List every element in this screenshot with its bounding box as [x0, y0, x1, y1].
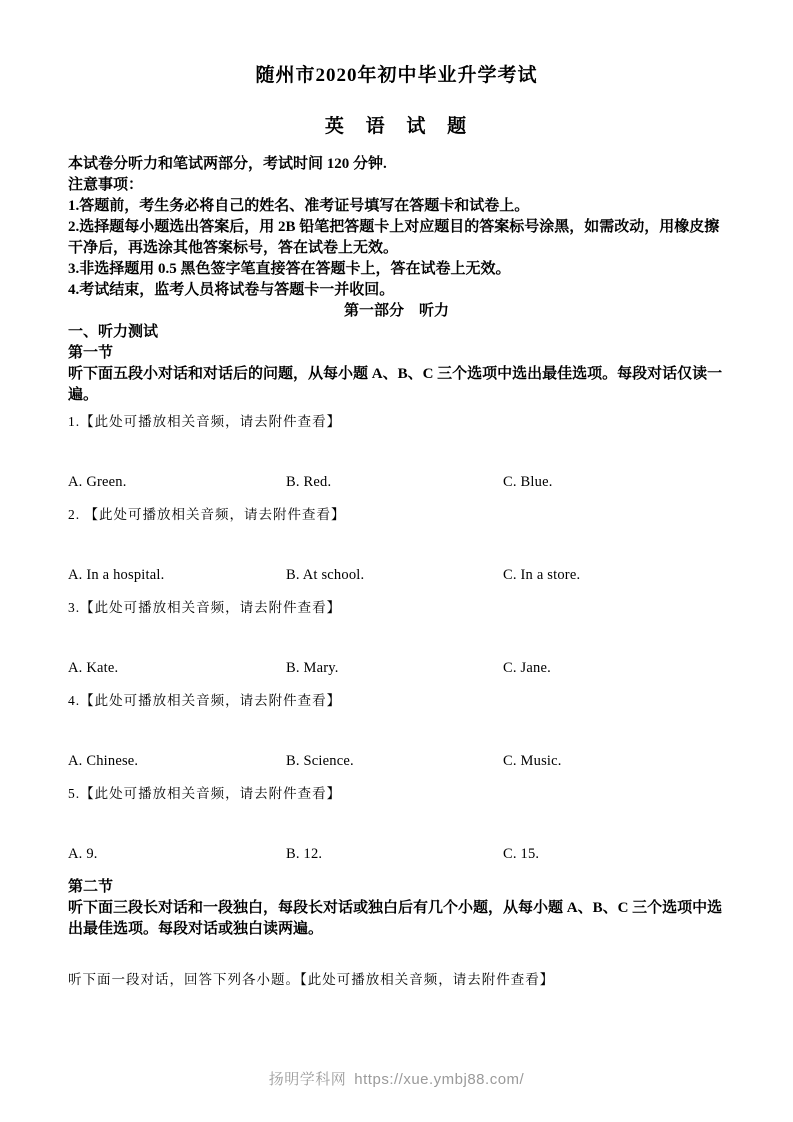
- footer-url[interactable]: https://xue.ymbj88.com/: [354, 1071, 525, 1088]
- option-a: A. 9.: [68, 846, 98, 862]
- option-c: C. 15.: [503, 846, 540, 862]
- option-a: A. Chinese.: [68, 753, 139, 769]
- option-c: C. Music.: [503, 753, 562, 769]
- options-row: [68, 473, 725, 492]
- notice-item-4: 4.考试结束，监考人员将试卷与答题卡一并收回。: [68, 282, 395, 298]
- options-row: [68, 659, 725, 678]
- option-a: A. Green.: [68, 474, 127, 490]
- question-4-audio-line: [68, 691, 725, 710]
- option-c: C. Jane.: [503, 660, 551, 676]
- question-5-audio-line: [68, 784, 725, 803]
- dialogue-intro: 听下面一段对话，回答下列各小题。【此处可播放相关音频，请去附件查看】: [68, 972, 555, 987]
- notice-item-1: 1.答题前，考生务必将自己的姓名、准考证号填写在答题卡和试卷上。: [68, 198, 530, 214]
- audio-placeholder: 【此处可播放相关音频，请去附件查看】: [80, 507, 346, 522]
- option-b: B. Science.: [286, 753, 354, 769]
- part1-heading: 第一部分 听力: [343, 303, 449, 319]
- options-row: [68, 845, 725, 864]
- section1-instructions: 听下面五段小对话和对话后的问题，从每小题 A、B、C 三个选项中选出最佳选项。每段对话仅读一遍。: [68, 366, 723, 403]
- audio-placeholder: 【此处可播放相关音频，请去附件查看】: [80, 693, 342, 708]
- option-c: C. In a store.: [503, 567, 581, 583]
- footer-site-name: 扬明学科网: [268, 1071, 347, 1088]
- notice-item-3: 3.非选择题用 0.5 黑色签字笔直接答在答题卡上，答在试卷上无效。: [68, 261, 511, 277]
- question-item-3: [68, 598, 725, 678]
- question-item-2: [68, 505, 725, 585]
- audio-placeholder: 【此处可播放相关音频，请去附件查看】: [80, 786, 342, 801]
- notice-heading: 注意事项：: [68, 177, 144, 193]
- page-title: 随州市2020年初中毕业升学考试: [255, 65, 538, 86]
- notice-item-2: 2.选择题每小题选出答案后，用 2B 铅笔把答题卡上对应题目的答案标号涂黑，如需改动，用橡皮擦干净后，再选涂其他答案标号，答在试卷上无效。: [68, 219, 720, 256]
- question-number: 1.: [68, 414, 81, 429]
- option-a: A. Kate.: [68, 660, 119, 676]
- question-item-5: [68, 784, 725, 864]
- question-2-audio-line: [68, 505, 725, 524]
- question-number: 4.: [68, 693, 81, 708]
- section2-heading: 第二节: [68, 879, 114, 895]
- question-number: 5.: [68, 786, 81, 801]
- question-number: 3.: [68, 600, 81, 615]
- options-row: [68, 566, 725, 585]
- audio-placeholder: 【此处可播放相关音频，请去附件查看】: [80, 414, 342, 429]
- option-c: C. Blue.: [503, 474, 553, 490]
- section2-block: [68, 877, 725, 989]
- listening-section-title: 一、听力测试: [68, 324, 159, 340]
- option-b: B. At school.: [286, 567, 365, 583]
- option-a: A. In a hospital.: [68, 567, 165, 583]
- question-number: 2.: [68, 507, 81, 522]
- section1-heading: 第一节: [68, 345, 114, 361]
- question-item-4: [68, 691, 725, 771]
- options-row: [68, 752, 725, 771]
- option-b: B. 12.: [286, 846, 323, 862]
- page-subtitle: 英 语 试 题: [324, 116, 469, 137]
- question-item-1: [68, 412, 725, 492]
- option-b: B. Mary.: [286, 660, 339, 676]
- exam-info: 本试卷分听力和笔试两部分，考试时间 120 分钟.: [68, 156, 387, 172]
- option-b: B. Red.: [286, 474, 332, 490]
- question-1-audio-line: [68, 412, 725, 431]
- footer: [0, 1068, 793, 1089]
- question-3-audio-line: [68, 598, 725, 617]
- section2-instructions: 听下面三段长对话和一段独白，每段长对话或独白后有几个小题，从每小题 A、B、C 三个选项中选出最佳选项。每段对话或独白读两遍。: [68, 900, 723, 937]
- audio-placeholder: 【此处可播放相关音频，请去附件查看】: [80, 600, 342, 615]
